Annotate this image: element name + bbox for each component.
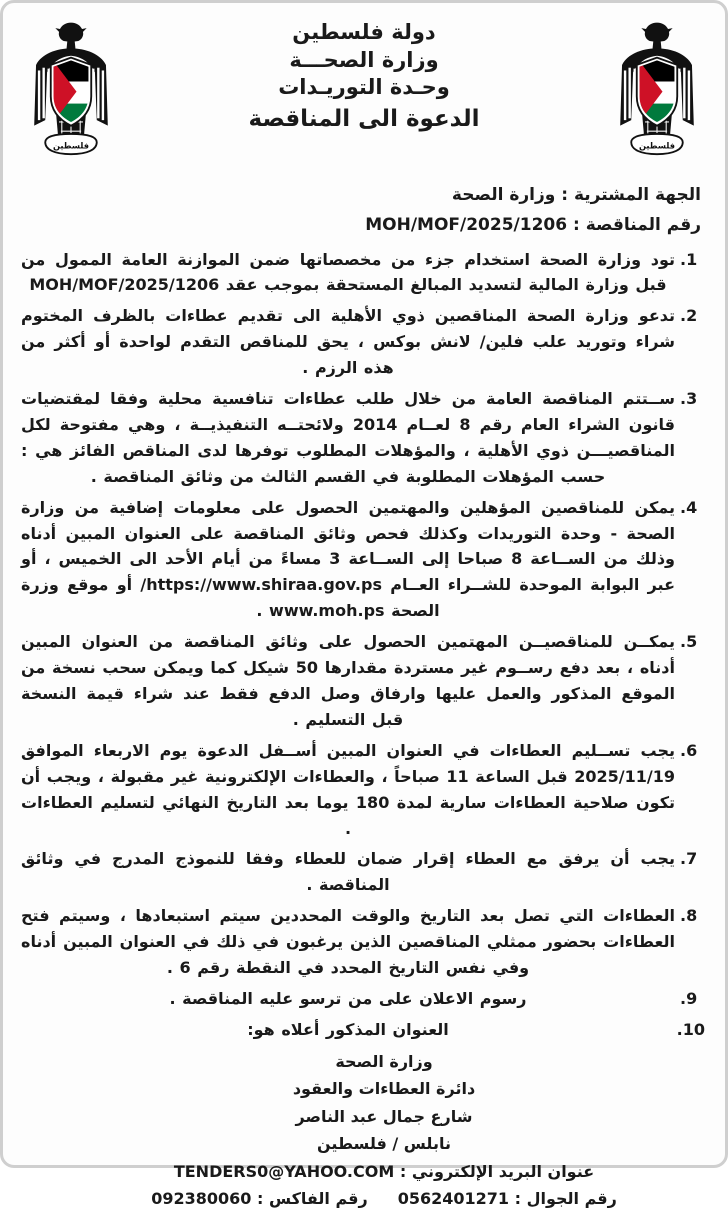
clause-number: 6. [680,740,698,760]
email-line [53,1158,715,1186]
fax-label: رقم الفاكس : [256,1189,368,1209]
clause-item [21,1017,705,1043]
clause-number: 5. [680,632,698,652]
clause-text: العنوان المذكور أعلاه هو: [247,1019,449,1039]
clause-item [21,303,705,381]
header-title-block [13,19,715,135]
address-department: دائرة العطاءات والعقود [292,1079,476,1099]
phone-fax-line [53,1185,715,1213]
header-line-ministry: وزارة الصحـــة [289,47,439,72]
address-street: شارع جمال عبد الناصر [295,1106,473,1126]
tender-number-line [13,211,701,241]
clause-item [21,738,705,842]
tender-meta-block [13,181,715,241]
clause-item [21,247,705,299]
header-line-state: دولة فلسطين [292,20,436,44]
clause-item [21,986,705,1012]
address-city-country: نابلس / فلسطين [317,1134,451,1154]
page-title: الدعوة الى المناقصة [248,106,480,133]
clause-item [21,903,705,981]
clause-text: رسوم الاعلان على من ترسو عليه المناقصة . [169,988,527,1008]
clause-item [21,495,705,625]
clause-text: يجب أن يرفق مع العطاء إقرار ضمان للعطاء وفقا للنموذج المدرج في وثائق المناقصة . [21,849,675,895]
fax-value: 092380060 [151,1189,252,1209]
clause-number: 7. [680,849,698,869]
emblem-scroll-text: فلسطين [638,140,676,151]
clause-text: يمكن للمناقصين المؤهلين والمهتمين الحصول على معلومات إضافية من وزارة الصحة - وحدة التوريدات وكذلك فحص وثائق المناقصة على العنوان المبين أدناه وذلك من الســاعة 8 صباحا إلى الســاعة 3 مساءً من أيام الأحد الى الخميس ، أو عبر البوابة الموحدة للشــراء العــام https://www.shiraa.gov.ps/ أو موقع وزرة الصحة www.moh.ps . [21,497,675,621]
clause-text: ســتتم المناقصة العامة من خلال طلب عطاءات تنافسية محلية وفقا لمقتضيات قانون الشراء العام رقم 8 لعــام 2014 ولائحتــه التنفيذيــة ، وهي مفتوحة لكل المناقصيـــن ذوي الأهلية ، والمؤهلات المطلوب توفرها لدى المناقص الفائز هي : حسب المؤهلات المطلوبة في القسم الثالث من وثائق المناقصة . [21,389,675,486]
palestine-coat-of-arms-icon-right [611,17,703,169]
tender-number-label: رقم المناقصة : [572,214,701,235]
address-ministry: وزارة الصحة [335,1051,433,1071]
mobile-value: 0562401271 [397,1189,510,1209]
mobile-group [398,1185,617,1213]
clause-text: يجب تســليم العطاءات في العنوان المبين أســفل الدعوة يوم الاربعاء الموافق 2025/11/19 قبل الساعة 11 صباحاً ، والعطاءات الإلكترونية غير مقبولة ، ويجب أن تكون صلاحية العطاءات سارية لمدة 180 يوما بعد التاريخ النهائي لتسليم العطاءات . [21,740,676,838]
fax-group [151,1185,368,1213]
clause-item [21,386,705,490]
document-header [13,11,715,179]
clause-text: يمكــن للمناقصيــن المهتمين الحصول على وثائق المناقصة من العنوان المبين أدناه ، بعد دفع رســوم غير مستردة مقدارها 50 شيكل كما ويمكن سحب نسخة من الموقع المذكور والعمل عليها وارفاق وصل الدفع فقط عند شراء قيمة النسخة قبل التسليم . [21,632,675,729]
clause-number: 1. [680,249,698,269]
email-value: TENDERS0@YAHOO.COM [173,1161,395,1181]
clause-item [21,629,705,733]
clause-text: تود وزارة الصحة استخدام جزء من مخصصاتها ضمن الموازنة العامة الممول من قبل وزارة المالية لتسديد المبالغ المستحقة بموجب عقد MOH/MOF/2025/1206 [21,249,675,295]
buyer-line: الجهة المشترية : وزارة الصحة [451,185,701,205]
email-label: عنوان البريد الإلكتروني : [399,1161,595,1181]
header-line-unit: وحـدة التوريـدات [278,75,450,100]
clause-number: 9. [680,988,698,1008]
clause-text: تدعو وزارة الصحة المناقصين ذوي الأهلية الى تقديم عطاءات بالظرف المختوم شراء وتوريد علب فلين/ لانش بوكس ، يحق للمناقص التقدم لواحدة أو أكثر من هذه الرزم . [21,306,675,378]
clause-number: 2. [680,306,698,326]
clause-item [21,846,705,898]
clause-text: العطاءات التي تصل بعد التاريخ والوقت المحددين سيتم استبعادها ، وسيتم فتح العطاءات بحضور ممثلي المناقصين الذين يرغبون في ذلك في العنوان المبين أدناه وفي نفس التاريخ المحدد في النقطة رقم 6 . [21,906,675,978]
clause-number: 4. [680,497,698,517]
tender-number-value: MOH/MOF/2025/1206 [365,214,568,235]
clause-number: 10. [676,1019,705,1039]
emblem-scroll-text: فلسطين [52,140,90,151]
clause-number: 3. [680,389,698,409]
clause-number: 8. [680,906,698,926]
clause-list [13,247,715,1043]
address-block [13,1048,715,1213]
mobile-label: رقم الجوال : [514,1189,617,1209]
